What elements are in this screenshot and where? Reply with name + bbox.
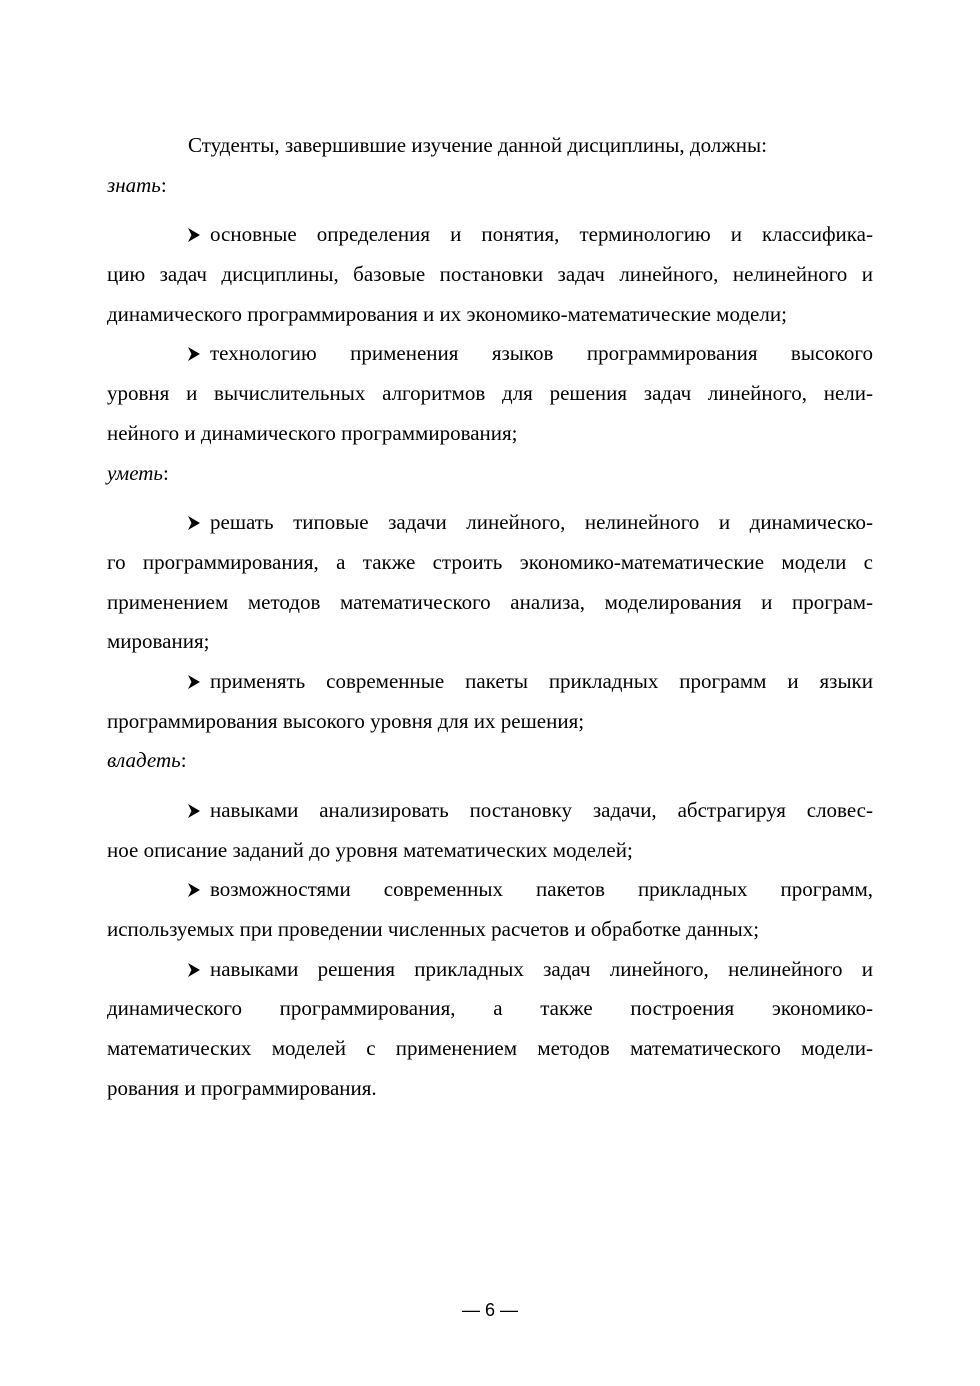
arrowhead-bullet-icon [188, 516, 200, 530]
section-label-can: уметь [107, 460, 163, 485]
bullet-line: основные определения и понятия, терминологию и классифика- [107, 215, 873, 255]
section-label-know-punct: : [160, 172, 167, 197]
arrowhead-bullet-icon [188, 883, 200, 897]
arrowhead-bullet-icon [188, 675, 200, 689]
bullet-line: навыками решения прикладных задач линейного, нелинейного и [107, 950, 873, 990]
bullet-line: нейного и динамического программирования; [107, 420, 518, 445]
bullet-line: уровня и вычислительных алгоритмов для решения задач линейного, нели- [107, 381, 873, 406]
section-heading-can [107, 454, 873, 494]
arrowhead-bullet-icon [188, 228, 200, 242]
section-heading-know [107, 166, 873, 206]
bullet-line: применять современные пакеты прикладных программ и языки [107, 662, 873, 702]
page-number: — 6 — [461, 1300, 518, 1320]
bullet-item-know-1 [107, 215, 873, 334]
bullet-line: цию задач дисциплины, базовые постановки задач линейного, нелинейного и [107, 262, 873, 287]
document-body [107, 126, 873, 1109]
bullet-item-own-3 [107, 950, 873, 1109]
bullet-item-own-2 [107, 870, 873, 949]
section-label-know: знать [107, 172, 161, 197]
bullet-line: решать типовые задачи линейного, нелинейного и динамическо- [107, 503, 873, 543]
section-label-own-punct: : [180, 748, 187, 773]
arrowhead-bullet-icon [188, 804, 200, 818]
section-label-can-punct: : [162, 460, 169, 485]
bullet-line: математических моделей с применением методов математического модели- [107, 1036, 873, 1061]
arrowhead-bullet-icon [188, 347, 200, 361]
section-heading-own [107, 741, 873, 781]
bullet-line: программирования высокого уровня для их решения; [107, 708, 585, 733]
bullet-item-own-1 [107, 791, 873, 870]
section-label-own: владеть [107, 748, 181, 773]
bullet-line: мирования; [107, 629, 210, 654]
bullet-line: используемых при проведении численных расчетов и обработке данных; [107, 917, 760, 942]
bullet-item-know-2 [107, 334, 873, 453]
bullet-line: динамического программирования и их экономико-математические модели; [107, 301, 787, 326]
bullet-item-can-1 [107, 503, 873, 662]
intro-paragraph: Студенты, завершившие изучение данной дисциплины, должны: [188, 133, 767, 157]
bullet-line: го программирования, а также строить экономико-математические модели с [107, 549, 873, 574]
bullet-line: возможностями современных пакетов прикладных программ, [107, 870, 873, 910]
bullet-line: динамического программирования, а также построения экономико- [107, 996, 873, 1021]
bullet-line: применением методов математического анализа, моделирования и програм- [107, 589, 873, 614]
bullet-line: технологию применения языков программирования высокого [107, 334, 873, 374]
bullet-line: навыками анализировать постановку задачи, абстрагируя словес- [107, 791, 873, 831]
bullet-line: ное описание заданий до уровня математических моделей; [107, 837, 633, 862]
bullet-line: рования и программирования. [107, 1075, 377, 1100]
bullet-item-can-2 [107, 662, 873, 741]
arrowhead-bullet-icon [188, 963, 200, 977]
